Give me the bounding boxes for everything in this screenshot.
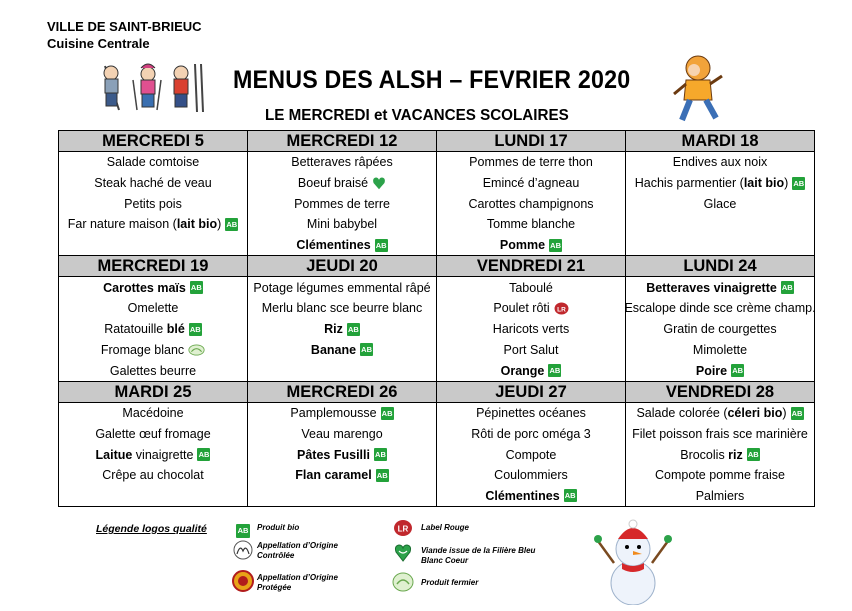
menu-item-text: Pépinettes océanes	[476, 406, 586, 421]
menu-item-text: Tomme blanche	[486, 217, 576, 232]
page-subtitle: LE MERCREDI et VACANCES SCOLAIRES	[265, 107, 569, 124]
farm-product-logo-icon	[392, 572, 414, 592]
menu-item-text: Hachis parmentier (	[634, 176, 744, 191]
organic-logo-icon: AB	[375, 450, 386, 460]
day-header: MERCREDI 19	[59, 256, 248, 277]
menu-item-text: Port Salut	[503, 342, 559, 357]
menu-item-text: Potage légumes emmental râpé	[253, 280, 431, 295]
organic-logo-icon: AB	[791, 408, 803, 418]
menu-item	[59, 319, 247, 340]
menu-item-text: Clémentines	[485, 488, 560, 503]
day-menu-cell	[248, 152, 437, 256]
organic-logo-icon: AB	[381, 408, 393, 418]
menu-item	[437, 360, 625, 381]
empty-menu-slot	[248, 360, 436, 381]
menu-item-text: lait bio	[176, 217, 218, 232]
day-header: JEUDI 27	[437, 381, 626, 402]
menu-item	[626, 465, 814, 486]
menu-item	[59, 152, 247, 173]
menu-item	[248, 444, 436, 465]
empty-menu-slot	[626, 235, 814, 256]
menu-item	[248, 173, 436, 194]
aoc-logo-icon	[232, 539, 254, 561]
day-header-row	[59, 381, 815, 402]
organic-logo-icon: AB	[375, 240, 387, 250]
menu-item-text: Haricots verts	[492, 322, 570, 337]
menu-item	[59, 360, 247, 381]
menu-item	[437, 235, 625, 256]
menu-item	[59, 193, 247, 214]
menu-item-text: Palmiers	[695, 488, 745, 503]
menu-item-text: Banane	[310, 342, 357, 357]
menu-item-text: Galette œuf fromage	[95, 426, 211, 441]
menu-items-row	[59, 402, 815, 506]
day-header: VENDREDI 21	[437, 256, 626, 277]
day-header-row	[59, 256, 815, 277]
menu-item-text: Petits pois	[124, 196, 182, 211]
menu-item	[248, 465, 436, 486]
menu-item	[626, 277, 814, 298]
day-menu-cell	[248, 402, 437, 506]
menu-item-text: Pommes de terre thon	[469, 155, 593, 170]
svg-text:LR: LR	[556, 306, 566, 314]
organic-logo-icon: AB	[550, 240, 561, 250]
kitchen-name: Cuisine Centrale	[47, 36, 150, 51]
menu-item-text: Mini babybel	[306, 217, 378, 232]
day-header: MERCREDI 26	[248, 381, 437, 402]
menu-item	[437, 173, 625, 194]
menu-item	[626, 486, 814, 507]
menu-item-text: Salade colorée (	[636, 406, 728, 421]
menu-item-text: Mimolette	[692, 342, 748, 357]
empty-menu-slot	[248, 486, 436, 507]
snowman-illustration	[592, 519, 674, 605]
legend-bleu-blanc-coeur-label: Viande issue de la Filière Bleu Blanc Coeur	[421, 546, 536, 565]
label-rouge-logo-icon	[393, 519, 413, 537]
day-menu-cell	[626, 402, 815, 506]
day-menu-cell	[59, 402, 248, 506]
menu-item	[59, 424, 247, 445]
running-child-illustration	[672, 54, 728, 126]
organic-logo-icon: AB	[198, 450, 210, 460]
menu-item	[626, 298, 814, 319]
label-rouge-logo-icon	[554, 302, 569, 315]
day-menu-cell	[437, 277, 626, 381]
day-header: MARDI 25	[59, 381, 248, 402]
menu-item-text: )	[782, 406, 787, 421]
legend-label-rouge-label: Label Rouge	[421, 523, 470, 532]
day-menu-cell	[59, 152, 248, 256]
city-name: VILLE DE SAINT-BRIEUC	[47, 19, 202, 34]
menu-item-text: Coulommiers	[494, 468, 568, 483]
menu-item	[626, 319, 814, 340]
menu-item	[437, 465, 625, 486]
menu-item-text: Pâtes Fusilli	[297, 447, 370, 462]
menu-item	[626, 360, 814, 381]
menu-item-text: Poulet rôti	[493, 301, 550, 316]
day-header: MARDI 18	[626, 131, 815, 152]
menu-items-row	[59, 152, 815, 256]
menu-item	[248, 152, 436, 173]
menu-item-text: Veau marengo	[301, 426, 383, 441]
menu-item	[248, 403, 436, 424]
menu-item	[437, 403, 625, 424]
menu-item	[248, 424, 436, 445]
organic-logo-icon: AB	[376, 470, 388, 480]
organic-logo-icon: AB	[793, 178, 805, 188]
menu-item-text: Clémentines	[296, 238, 371, 253]
menu-item	[248, 214, 436, 235]
day-header: MERCREDI 12	[248, 131, 437, 152]
menu-item	[437, 193, 625, 214]
page-title: MENUS DES ALSH – FEVRIER 2020	[233, 66, 631, 94]
menu-item-text: Carottes maïs	[103, 280, 186, 295]
menu-item	[59, 214, 247, 235]
menu-item	[59, 277, 247, 298]
menu-item	[59, 298, 247, 319]
menu-item-text: Brocolis	[680, 447, 729, 462]
organic-logo-icon: AB	[747, 450, 759, 460]
organization-header	[47, 18, 202, 52]
day-menu-cell	[626, 277, 815, 381]
organic-logo-icon: AB	[549, 366, 561, 376]
menu-item-text: riz	[728, 447, 743, 462]
menu-item	[59, 403, 247, 424]
menu-item	[248, 277, 436, 298]
menu-item-text: Compote	[505, 447, 557, 462]
menu-item	[626, 444, 814, 465]
bleu-blanc-coeur-logo-icon	[372, 176, 386, 190]
menu-item-text: Galettes beurre	[109, 363, 197, 378]
menu-item	[248, 340, 436, 361]
organic-logo-icon: AB	[347, 324, 359, 334]
menu-item	[437, 298, 625, 319]
menu-item-text: Glace	[703, 196, 737, 211]
menu-item-text: Riz	[324, 322, 343, 337]
menu-item-text: blé	[166, 322, 185, 337]
organic-logo-icon: AB	[189, 324, 201, 334]
day-header: LUNDI 24	[626, 256, 815, 277]
menu-item-text: Compote pomme fraise	[655, 468, 785, 483]
legend-farm-label: Produit fermier	[421, 578, 479, 587]
menu-item-text: Salade comtoise	[106, 155, 200, 170]
day-menu-cell	[437, 402, 626, 506]
menu-item-text: Steak haché de veau	[94, 176, 212, 191]
menu-item-text: Pommes de terre	[294, 196, 390, 211]
day-header: MERCREDI 5	[59, 131, 248, 152]
menu-item-text: vinaigrette	[132, 447, 194, 462]
menu-item-text: Laitue	[95, 447, 133, 462]
menu-item	[437, 152, 625, 173]
children-skiing-illustration	[97, 60, 209, 114]
menu-table	[58, 130, 815, 507]
menu-item	[248, 235, 436, 256]
menu-item-text: Emincé d’agneau	[482, 176, 580, 191]
menu-item	[626, 403, 814, 424]
menu-item	[248, 193, 436, 214]
menu-item	[437, 214, 625, 235]
menu-item	[59, 340, 247, 361]
menu-item-text: Flan caramel	[295, 468, 372, 483]
menu-item-text: )	[217, 217, 222, 232]
organic-logo-icon: AB	[732, 366, 744, 376]
organic-logo-icon: AB	[236, 520, 250, 538]
menu-item-text: Merlu blanc sce beurre blanc	[261, 301, 423, 316]
day-header: JEUDI 20	[248, 256, 437, 277]
menu-item	[437, 486, 625, 507]
menu-item-text: Ratatouille	[104, 322, 167, 337]
legend-title: Légende logos qualité	[96, 523, 207, 535]
organic-logo-icon: AB	[361, 345, 372, 355]
empty-menu-slot	[59, 235, 247, 256]
menu-item	[437, 319, 625, 340]
menu-item-text: Escalope dinde sce crème champ.	[624, 301, 816, 316]
menu-item-text: lait bio	[743, 176, 785, 191]
menu-item-text: Orange	[500, 363, 545, 378]
menu-item-text: Carottes champignons	[468, 196, 594, 211]
day-menu-cell	[626, 152, 815, 256]
menu-item-text: Filet poisson frais sce marinière	[632, 426, 808, 441]
organic-logo-icon: AB	[781, 283, 793, 293]
menu-item	[248, 319, 436, 340]
day-menu-cell	[437, 152, 626, 256]
day-header-row	[59, 131, 815, 152]
menu-item-text: Taboulé	[509, 280, 553, 295]
menu-item-text: Far nature maison (	[67, 217, 177, 232]
menu-item-text: Betteraves vinaigrette	[646, 280, 777, 295]
legend-aoc-label: Appellation d’Origine Contrôlée	[257, 541, 338, 560]
menu-item	[626, 340, 814, 361]
menu-item-text: Crêpe au chocolat	[102, 468, 204, 483]
farm-product-logo-icon	[188, 344, 205, 356]
menu-item	[59, 465, 247, 486]
menu-item	[626, 193, 814, 214]
menu-item	[248, 298, 436, 319]
menu-item	[437, 444, 625, 465]
menu-item-text: Betteraves râpées	[291, 155, 393, 170]
menu-item-text: Fromage blanc	[100, 342, 185, 357]
menu-item-text: céleri bio	[727, 406, 783, 421]
organic-logo-icon: AB	[226, 219, 238, 229]
menu-item-text: Pamplemousse	[290, 406, 377, 421]
legend-aop-label: Appellation d’Origine Protégée	[257, 573, 338, 592]
organic-logo-icon: AB	[564, 491, 576, 501]
menu-item-text: Macédoine	[122, 406, 184, 421]
organic-logo-icon: AB	[190, 283, 202, 293]
menu-item-text: Omelette	[127, 301, 179, 316]
menu-item	[626, 424, 814, 445]
legend-organic-label: Produit bio	[257, 523, 300, 532]
menu-item	[59, 173, 247, 194]
day-header: VENDREDI 28	[626, 381, 815, 402]
day-menu-cell	[59, 277, 248, 381]
menu-item-text: Boeuf braisé	[297, 176, 369, 191]
menu-item	[626, 173, 814, 194]
menu-item-text: Poire	[695, 363, 728, 378]
bleu-blanc-coeur-logo-icon	[394, 543, 412, 563]
menu-item-text: Endives aux noix	[672, 155, 768, 170]
day-menu-cell	[248, 277, 437, 381]
svg-text:LR: LR	[397, 524, 409, 534]
menu-item	[626, 152, 814, 173]
menu-item	[437, 340, 625, 361]
menu-item-text: Gratin de courgettes	[663, 322, 777, 337]
menu-item	[59, 444, 247, 465]
menu-item-text: Pomme	[499, 238, 546, 253]
empty-menu-slot	[626, 214, 814, 235]
menu-item-text: )	[784, 176, 789, 191]
menu-item	[437, 424, 625, 445]
empty-menu-slot	[59, 486, 247, 507]
menu-items-row	[59, 277, 815, 381]
menu-item	[437, 277, 625, 298]
day-header: LUNDI 17	[437, 131, 626, 152]
aop-logo-icon	[232, 570, 254, 592]
menu-item-text: Rôti de porc oméga 3	[471, 426, 591, 441]
